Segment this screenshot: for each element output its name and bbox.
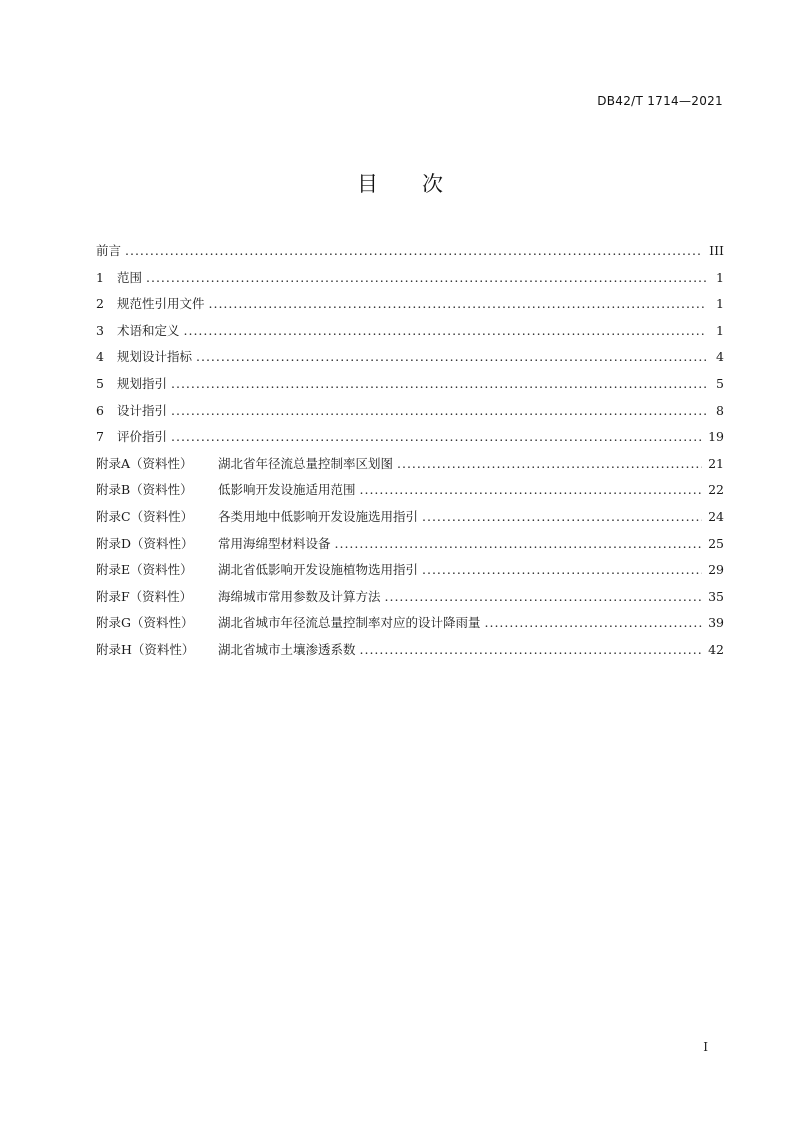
toc-annex-b[interactable]: [96, 480, 724, 507]
toc-annex-label: 湖北省低影响开发设施植物选用指引: [218, 562, 419, 578]
toc-item-label: 规划指引: [117, 375, 168, 391]
document-code: DB42/T 1714—2021: [597, 94, 723, 108]
toc-item-scope[interactable]: [96, 268, 724, 295]
title-char-1: 目: [357, 172, 378, 196]
toc-item-page: 8: [716, 402, 724, 418]
toc-item-evaluation-guide[interactable]: [96, 427, 724, 454]
toc-leader-dots: [485, 615, 703, 630]
page-title: [0, 168, 800, 198]
toc-annex-tag: 附录C（资料性）: [96, 508, 194, 524]
toc-item-label: 规划设计指标: [117, 349, 193, 365]
title-char-2: 次: [422, 172, 443, 196]
toc-annex-label: 各类用地中低影响开发设施选用指引: [218, 508, 419, 524]
toc-item-number: 2: [96, 296, 104, 312]
toc-annex-label: 湖北省年径流总量控制率区划图: [218, 455, 394, 471]
toc-item-design-guide[interactable]: [96, 401, 724, 428]
toc-item-label: 前言: [96, 243, 122, 258]
toc-item-number: 3: [96, 322, 104, 338]
toc-item-label: 规范性引用文件: [117, 296, 205, 312]
toc-leader-dots: [360, 642, 703, 657]
toc-leader-dots: [335, 536, 703, 551]
toc-annex-f[interactable]: [96, 587, 724, 614]
toc-item-page: 1: [716, 322, 724, 338]
toc-item-number: 7: [96, 429, 104, 445]
toc-leader-dots: [196, 349, 706, 364]
toc-item-page: 22: [708, 482, 724, 498]
toc-leader-dots: [171, 403, 706, 418]
toc-annex-label: 湖北省城市土壤渗透系数: [218, 641, 356, 657]
toc-annex-tag: 附录E（资料性）: [96, 562, 193, 578]
toc-item-page: 19: [708, 429, 724, 445]
toc-item-number: 4: [96, 349, 104, 365]
toc-annex-g[interactable]: [96, 613, 724, 640]
toc-item-page: 4: [716, 349, 724, 365]
toc-annex-label: 常用海绵型材料设备: [218, 535, 331, 551]
toc-item-label: 范围: [117, 269, 143, 285]
toc-item-page: 39: [708, 615, 724, 631]
toc-leader-dots: [171, 376, 706, 391]
toc-item-page: III: [709, 243, 724, 258]
toc-item-page: 1: [716, 269, 724, 285]
toc-annex-h[interactable]: [96, 640, 724, 667]
toc-annex-tag: 附录A（资料性）: [96, 455, 193, 471]
toc-leader-dots: [125, 243, 703, 258]
toc-item-planning-indicators[interactable]: [96, 347, 724, 374]
toc-leader-dots: [171, 429, 702, 444]
toc-item-number: 5: [96, 375, 104, 391]
toc-item-number: 6: [96, 402, 104, 418]
toc-item-label: 评价指引: [117, 429, 168, 445]
toc-item-label: 术语和定义: [117, 322, 180, 338]
toc-annex-tag: 附录D（资料性）: [96, 535, 194, 551]
toc-leader-dots: [146, 270, 706, 285]
toc-item-page: 5: [716, 375, 724, 391]
toc-item-page: 1: [716, 296, 724, 312]
toc-leader-dots: [209, 296, 706, 311]
toc-annex-label: 海绵城市常用参数及计算方法: [218, 588, 381, 604]
toc-item-number: 1: [96, 269, 104, 285]
toc-item-planning-guide[interactable]: [96, 374, 724, 401]
toc-item-page: 29: [708, 562, 724, 578]
toc-annex-c[interactable]: [96, 507, 724, 534]
toc-leader-dots: [184, 323, 706, 338]
toc-annex-tag: 附录F（资料性）: [96, 588, 193, 604]
toc-item-page: 21: [708, 455, 724, 471]
toc-item-normative-references[interactable]: [96, 294, 724, 321]
toc-annex-e[interactable]: [96, 560, 724, 587]
toc-annex-label: 低影响开发设施适用范围: [218, 482, 356, 498]
toc-leader-dots: [422, 509, 702, 524]
toc-item-page: 35: [708, 588, 724, 604]
toc-item-page: 25: [708, 535, 724, 551]
page-number: I: [703, 1040, 708, 1054]
toc-annex-tag: 附录B（资料性）: [96, 482, 193, 498]
toc-leader-dots: [385, 589, 703, 604]
toc-annex-d[interactable]: [96, 534, 724, 561]
toc-item-label: 设计指引: [117, 402, 168, 418]
toc-leader-dots: [422, 562, 702, 577]
table-of-contents: [96, 241, 724, 667]
toc-annex-label: 湖北省城市年径流总量控制率对应的设计降雨量: [218, 615, 481, 631]
toc-leader-dots: [397, 456, 702, 471]
toc-leader-dots: [360, 482, 703, 497]
toc-annex-a[interactable]: [96, 454, 724, 481]
toc-item-page: 24: [708, 508, 724, 524]
toc-annex-tag: 附录G（资料性）: [96, 615, 194, 631]
toc-item-foreword[interactable]: [96, 241, 724, 268]
toc-annex-tag: 附录H（资料性）: [96, 641, 195, 657]
toc-item-page: 42: [708, 641, 724, 657]
toc-item-terms-definitions[interactable]: [96, 321, 724, 348]
